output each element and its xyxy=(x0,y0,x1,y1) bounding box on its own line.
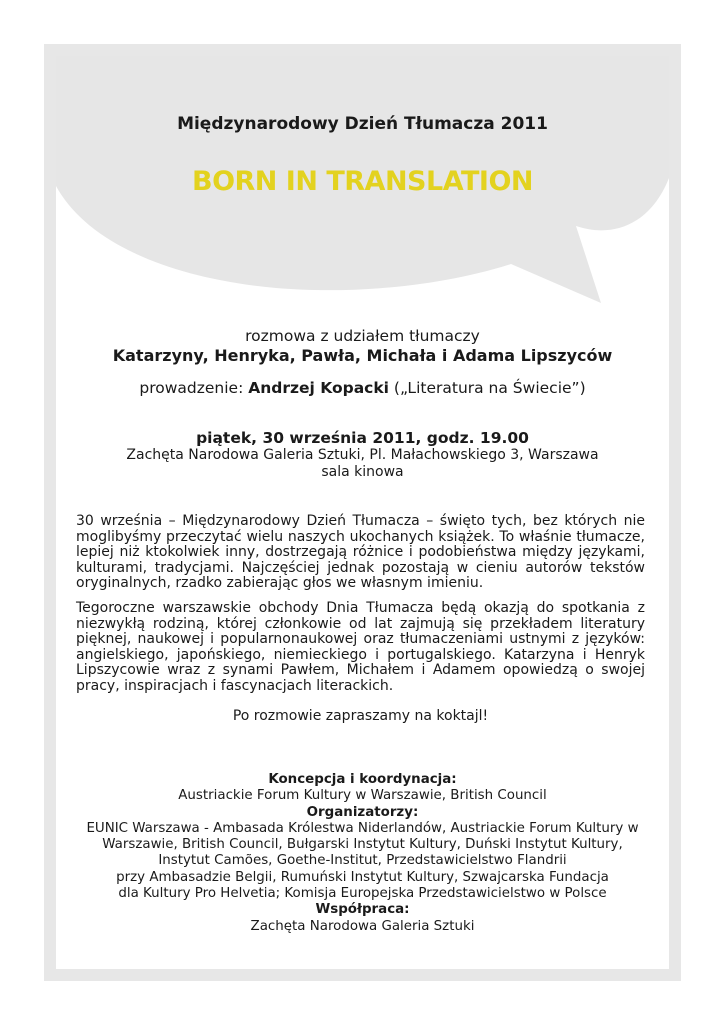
organizers-line: EUNIC Warszawa - Ambasada Królestwa Niderlandów, Austriackie Forum Kultury w xyxy=(86,820,639,836)
event-venue: Zachęta Narodowa Galeria Sztuki, Pl. Małachowskiego 3, Warszawa xyxy=(126,447,599,463)
host-line xyxy=(56,378,669,398)
host-name: Andrzej Kopacki xyxy=(248,379,389,397)
description-paragraph-1: 30 września – Międzynarodowy Dzień Tłumacza – święto tych, bez których nie moglibyśmy przeczytać wielu naszych ukochanych książek. To właśnie tłumacze, lepiej niż ktokolwiek inny, dostrzegają różnice i podobieństwa między językami, kulturami, tradycjami. Najczęściej jednak pozostają w cieniu autorów tekstów oryginalnych, rzadko zabierając głos we własnym imieniu. xyxy=(76,513,645,592)
event-room: sala kinowa xyxy=(321,464,404,480)
organizers-label: Organizatorzy: xyxy=(306,804,419,820)
organizers-line: Instytut Camões, Goethe-Institut, Przedstawicielstwo Flandrii xyxy=(158,853,567,869)
organizers-line: Warszawie, British Council, Bułgarski Instytut Kultury, Duński Instytut Kultury, xyxy=(102,837,623,853)
event-subtitle: Międzynarodowy Dzień Tłumacza 2011 xyxy=(177,114,548,134)
closing-invitation: Po rozmowie zapraszamy na koktajl! xyxy=(232,707,489,724)
intro-block xyxy=(56,326,669,398)
host-label: prowadzenie: xyxy=(139,379,249,397)
event-date: piątek, 30 września 2011, godz. 19.00 xyxy=(196,429,529,447)
poster xyxy=(56,56,669,969)
host-note: („Literatura na Świecie”) xyxy=(388,379,586,397)
event-details xyxy=(56,430,669,481)
translator-names: Katarzyny, Henryka, Pawła, Michała i Adama Lipszyców xyxy=(112,346,613,365)
concept-label: Koncepcja i koordynacja: xyxy=(268,772,457,787)
organizers-line: dla Kultury Pro Helvetia; Komisja Europejska Przedstawicielstwo w Polsce xyxy=(118,886,607,902)
event-title: BORN IN TRANSLATION xyxy=(191,166,534,197)
description-paragraph-2: Tegoroczne warszawskie obchody Dnia Tłumacza będą okazją do spotkania z niezwykłą rodziną, której członkowie od lat zajmują się przekładem literatury pięknej, naukowej i popularnonaukowej oraz tłumaczeniami ustnymi z języków: angielskiego, japońskiego, niemieckiego i portugalskiego. Katarzyna i Henryk Lipszycowie wraz z synami Pawłem, Michałem i Adamem opowiedzą o swojej pracy, inspiracjach i fascynacjach literackich. xyxy=(76,599,645,694)
cooperation-value: Zachęta Narodowa Galeria Sztuki xyxy=(250,918,475,934)
concept-value: Austriackie Forum Kultury w Warszawie, British Council xyxy=(178,788,547,804)
description xyxy=(76,514,645,733)
cooperation-label: Współpraca: xyxy=(315,902,410,918)
organizers-line: przy Ambasadzie Belgii, Rumuński Instytut Kultury, Szwajcarska Fundacja xyxy=(116,869,609,885)
credits-block xyxy=(66,772,659,935)
intro-line: rozmowa z udziałem tłumaczy xyxy=(245,327,480,345)
